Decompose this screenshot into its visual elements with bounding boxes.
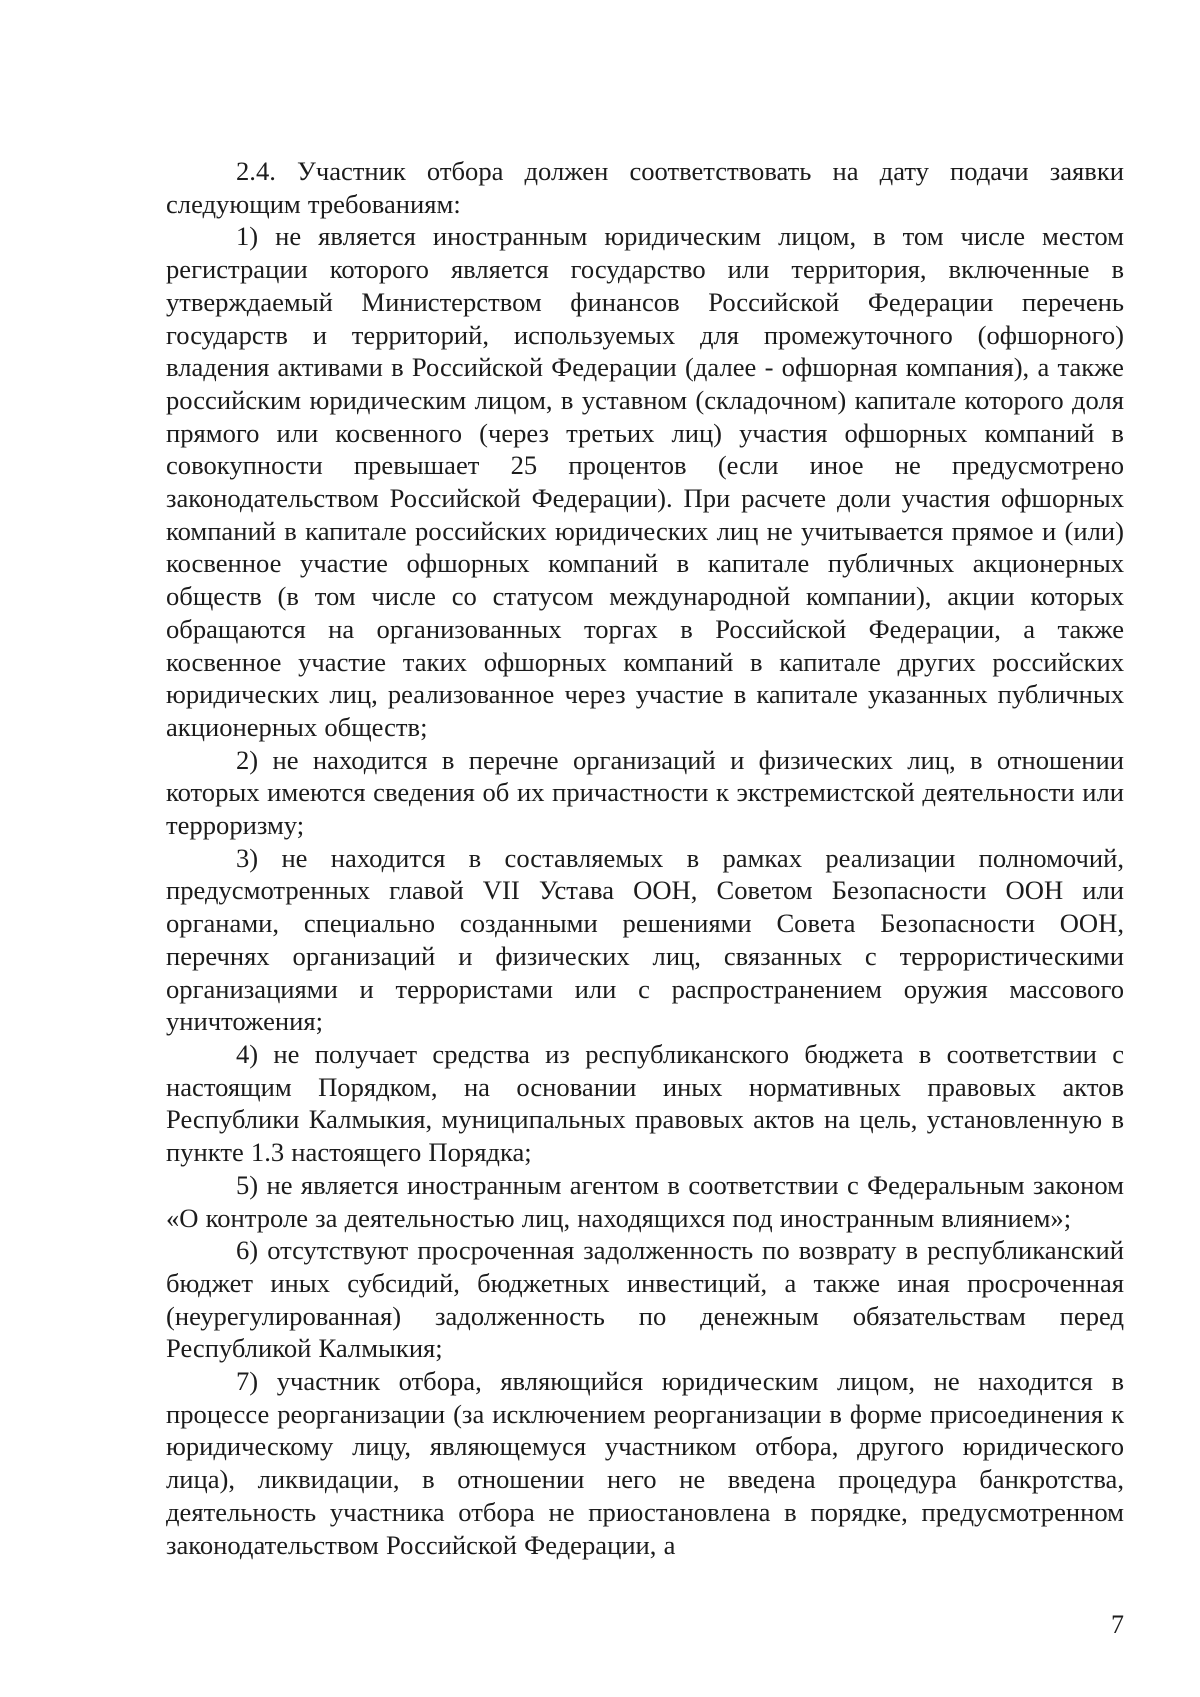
requirement-2-extremism: 2) не находится в перечне организаций и физических лиц, в отношении которых имеются сведения об их причастности к экстремистской деятельности или терроризму; bbox=[166, 744, 1124, 841]
requirement-7-reorganization: 7) участник отбора, являющийся юридическим лицом, не находится в процессе реорганизации (за исключением реорганизации в форме присоединения к юридическому лицу, являющемуся участником отбора, другого юридического лица), ликвидации, в отношении него не введена процедура банкротства, деятельность участника отбора не приостановлена в порядке, предусмотренном законодательством Российской Федерации, а bbox=[166, 1366, 1124, 1560]
requirement-1-offshore: 1) не является иностранным юридическим лицом, в том числе местом регистрации которого является государство или территория, включенные в утверждаемый Министерством финансов Российской Федерации перечень государств и территорий, используемых для промежуточного (офшорного) владения активами в Российской Федерации (далее - офшорная компания), а также российским юридическим лицом, в уставном (складочном) капитале которого доля прямого или косвенного (через третьих лиц) участия офшорных компаний в совокупности превышает 25 процентов (если иное не предусмотрено законодательством Российской Федерации). При расчете доли участия офшорных компаний в капитале российских юридических лиц не учитывается прямое и (или) косвенное участие офшорных компаний в капитале публичных акционерных обществ (в том числе со статусом международной компании), акции которых обращаются на организованных торгах в Российской Федерации, а также косвенное участие таких офшорных компаний в капитале других российских юридических лиц, реализованное через участие в капитале указанных публичных акционерных обществ; bbox=[166, 221, 1124, 742]
requirement-4-budget-funds: 4) не получает средства из республиканского бюджета в соответствии с настоящим Порядком, на основании иных нормативных правовых актов Республики Калмыкия, муниципальных правовых актов на цель, установленную в пункте 1.3 настоящего Порядка; bbox=[166, 1038, 1124, 1168]
document-body bbox=[166, 155, 1124, 1561]
requirement-5-foreign-agent: 5) не является иностранным агентом в соответствии с Федеральным законом «О контроле за деятельностью лиц, находящихся под иностранным влиянием»; bbox=[166, 1169, 1124, 1233]
page-number: 7 bbox=[1111, 1610, 1124, 1639]
section-2-4-intro: 2.4. Участник отбора должен соответствовать на дату подачи заявки следующим требованиям: bbox=[166, 156, 1124, 219]
requirement-6-debt: 6) отсутствуют просроченная задолженность по возврату в республиканский бюджет иных субсидий, бюджетных инвестиций, а также иная просроченная (неурегулированная) задолженность по денежным обязательствам перед Республикой Калмыкия; bbox=[166, 1235, 1124, 1364]
requirement-3-un-lists: 3) не находится в составляемых в рамках реализации полномочий, предусмотренных главой VII Устава ООН, Советом Безопасности ООН или органами, специально созданными решениями Совета Безопасности ООН, перечнях организаций и физических лиц, связанных с террористическими организациями и террористами или с распространением оружия массового уничтожения; bbox=[166, 842, 1124, 1037]
